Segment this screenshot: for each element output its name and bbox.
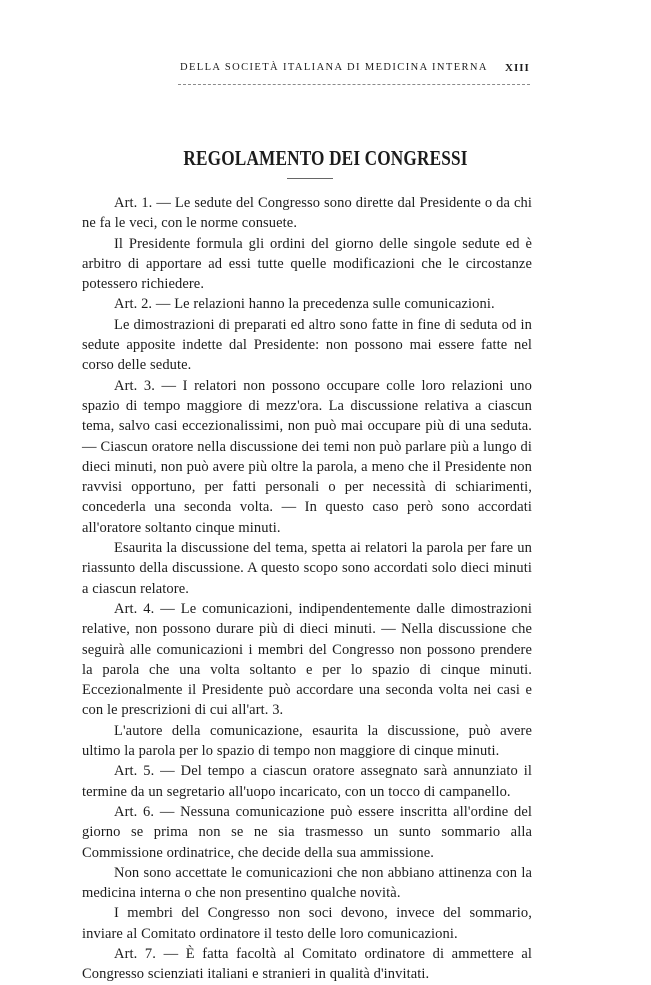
paragraph-art-2: Art. 2. — Le relazioni hanno la precedenza sulle comunicazioni. [114, 296, 495, 313]
header-rule [178, 84, 530, 85]
paragraph-art-7: Art. 7. — È fatta facoltà al Comitato ordinatore di ammettere al Congresso scienziati italiani e stranieri in qualità d'invitati. [82, 945, 532, 983]
paragraph-summary: Esaurita la discussione del tema, spetta ai relatori la parola per fare un riassunto della discussione. A questo scopo sono accordati solo dieci minuti a ciascun relatore. [82, 540, 532, 597]
title-rule [287, 178, 333, 179]
paragraph-art-6: Art. 6. — Nessuna comunicazione può essere inscritta all'ordine del giorno se prima non se ne sia trasmesso un sunto sommario alla Commissione ordinatrice, che decide della sua ammissione. [82, 803, 532, 861]
running-header-title: DELLA SOCIETÀ ITALIANA DI MEDICINA INTERNA [180, 62, 488, 73]
paragraph-art-1: Art. 1. — Le sedute del Congresso sono dirette dal Presidente o da chi ne fa le veci, con le norme consuete. [82, 195, 532, 232]
running-header [0, 62, 651, 82]
paragraph-author: L'autore della comunicazione, esaurita la discussione, può avere ultimo la parola per lo spazio di tempo non maggiore di cinque minuti. [82, 722, 532, 760]
paragraph-art-5: Art. 5. — Del tempo a ciascun oratore assegnato sarà annunziato il termine da un segretario all'uopo incaricato, con un tocco di campanello. [82, 763, 532, 800]
paragraph-non-members: I membri del Congresso non soci devono, invece del sommario, inviare al Comitato ordinatore il testo delle loro comunicazioni. [82, 905, 532, 942]
page-number: XIII [505, 62, 530, 74]
document-title: REGOLAMENTO DEI CONGRESSI [183, 146, 468, 170]
regulation-body [82, 193, 532, 985]
paragraph-president: Il Presidente formula gli ordini del giorno delle singole sedute ed è arbitro di apportare ad essi tutte quelle modificazioni che le circostanze potessero richiedere. [82, 235, 532, 293]
paragraph-art-3: Art. 3. — I relatori non possono occupare colle loro relazioni uno spazio di tempo maggiore di mezz'ora. La discussione relativa a ciascun tema, salvo casi eccezionalissimi, non può mai occupare più di una seduta. — Ciascun oratore nella discussione dei temi non può parlare più a lungo di dieci minuti, non può avere più oltre la parola, a meno che il Presidente non ravvisi opportuno, per fatti personali o per necessità di schiarimenti, concederla una seconda volta. — In questo caso però sono accordati all'oratore soltanto cinque minuti. [82, 377, 532, 536]
paragraph-art-4: Art. 4. — Le comunicazioni, indipendentemente dalle dimostrazioni relative, non possono durare più di dieci minuti. — Nella discussione che seguirà alle comunicazioni i membri del Congresso non possono prendere la parola che una volta soltanto e per lo spazio di cinque minuti. Eccezionalmente il Presidente può accordare una seconda volta nei casi e con le prescrizioni di cui all'art. 3. [82, 600, 532, 719]
paragraph-relevance: Non sono accettate le comunicazioni che non abbiano attinenza con la medicina interna o che non presentino qualche novità. [82, 864, 532, 902]
paragraph-demonstrations: Le dimostrazioni di preparati ed altro sono fatte in fine di seduta od in sedute apposite indette dal Presidente: non possono mai essere fatte nel corso delle sedute. [82, 316, 532, 374]
